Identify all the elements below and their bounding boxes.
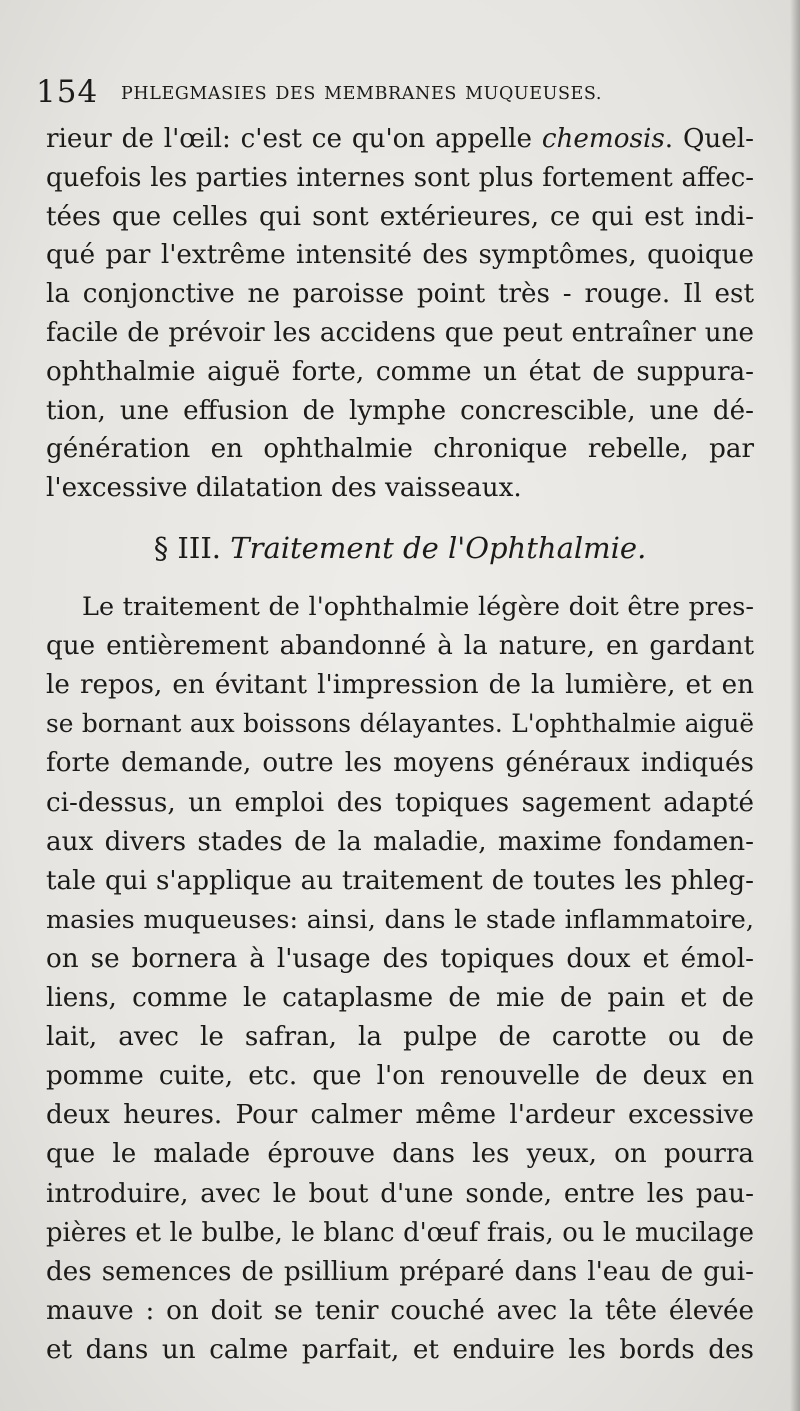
text-line: tion, une effusion de lymphe concrescible, une dé- — [46, 395, 754, 426]
text-line: ci-dessus, un emploi des topiques sagement adapté — [46, 787, 754, 818]
text-line: Le traitement de l'ophthalmie légère doit être pres- — [82, 592, 754, 622]
text-line: qué par l'extrême intensité des symptômes, quoique — [46, 240, 754, 271]
text-line: pomme cuite, etc. que l'on renouvelle de deux en — [46, 1061, 754, 1092]
text-run: rieur de l'œil: c'est ce qu'on appelle — [46, 124, 542, 154]
page-header — [36, 72, 770, 112]
text-line: ophthalmie aiguë forte, comme un état de suppura- — [46, 356, 754, 387]
text-line: quefois les parties internes sont plus fortement affec- — [46, 162, 754, 193]
text-line: deux heures. Pour calmer même l'ardeur excessive — [46, 1100, 754, 1131]
text-line: que le malade éprouve dans les yeux, on pourra — [46, 1139, 754, 1170]
text-line: des semences de psillium préparé dans l'eau de gui- — [46, 1256, 754, 1287]
running-head: PHLEGMASIES DES MEMBRANES MUQUEUSES. — [121, 84, 603, 104]
section-title: Traitement de l'Ophthalmie. — [230, 531, 647, 565]
text-line: liens, comme le cataplasme de mie de pain et de — [46, 983, 754, 1013]
page-edge-shadow — [790, 0, 800, 1411]
text-line: lait, avec le safran, la pulpe de carotte ou de — [46, 1022, 754, 1053]
text-line: forte demande, outre les moyens généraux indiqués — [46, 748, 754, 779]
text-line: l'excessive dilatation des vaisseaux. — [46, 473, 522, 504]
text-line: génération en ophthalmie chronique rebelle, par — [46, 434, 754, 465]
text-line: et dans un calme parfait, et enduire les bords des — [46, 1334, 754, 1365]
text-line: la conjonctive ne paroisse point très - rouge. Il est — [46, 279, 754, 310]
section-number: § III. — [153, 531, 222, 565]
italic-term: chemosis — [541, 124, 665, 154]
text-line: se bornant aux boissons délayantes. L'ophthalmie aiguë — [46, 709, 754, 739]
text-line: le repos, en évitant l'impression de la lumière, et en — [46, 670, 754, 701]
section-heading — [0, 528, 800, 568]
text-run: . Quel- — [664, 124, 754, 154]
text-line: introduire, avec le bout d'une sonde, entre les pau- — [46, 1178, 754, 1209]
text-line — [46, 120, 754, 158]
page-number: 154 — [36, 74, 99, 110]
text-line: on se bornera à l'usage des topiques doux et émol- — [46, 943, 754, 974]
text-line: facile de prévoir les accidens que peut entraîner une — [46, 318, 754, 348]
text-line: que entièrement abandonné à la nature, en gardant — [46, 631, 754, 662]
text-line: mauve : on doit se tenir couché avec la tête élevée — [46, 1295, 754, 1326]
text-line: masies muqueuses: ainsi, dans le stade inflammatoire, — [46, 904, 754, 935]
text-line: tées que celles qui sont extérieures, ce qui est indi- — [46, 201, 754, 232]
text-line: pières et le bulbe, le blanc d'œuf frais, ou le mucilage — [46, 1217, 754, 1248]
text-line: aux divers stades de la maladie, maxime fondamen- — [46, 826, 754, 857]
text-line: tale qui s'applique au traitement de toutes les phleg- — [46, 865, 754, 896]
